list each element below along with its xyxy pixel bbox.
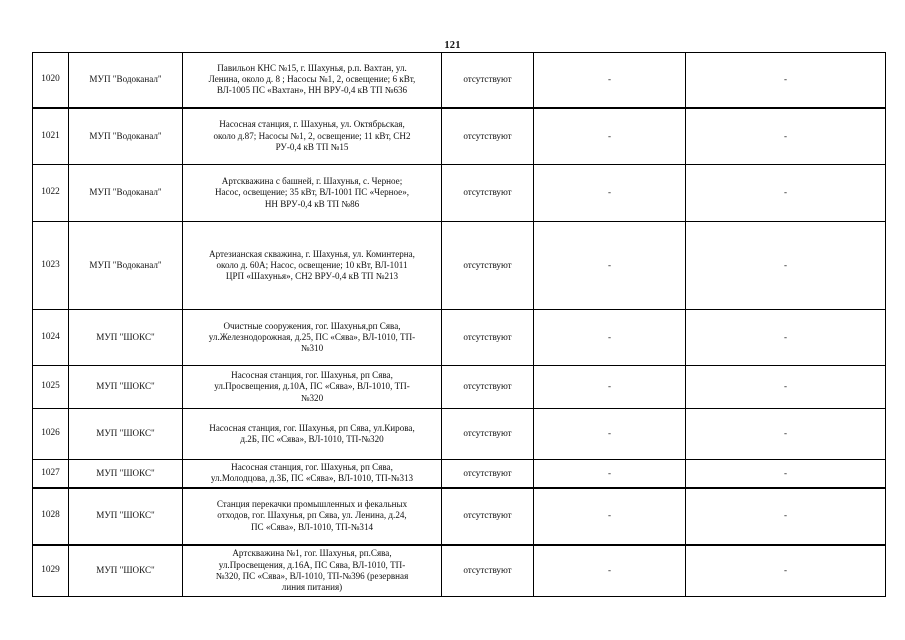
description-line: Насосная станция, гог. Шахунья, рп Сява, ул.Кирова, bbox=[209, 422, 415, 433]
status-cell: отсутствуют bbox=[442, 108, 534, 165]
dash-cell: - bbox=[534, 460, 686, 488]
facility-description-cell bbox=[183, 53, 442, 108]
description-line: Артезианская скважина, г. Шахунья, ул. Коминтерна, bbox=[209, 248, 415, 259]
organization-cell: МУП "Водоканал" bbox=[69, 165, 183, 222]
description-line: №320, ПС «Сява», ВЛ-1010, ТП-№396 (резервная bbox=[215, 570, 409, 581]
table-row bbox=[33, 460, 886, 488]
dash-cell: - bbox=[686, 366, 886, 409]
description-line: Очистные сооружения, гог. Шахунья,рп Сява, bbox=[223, 320, 401, 331]
table-row bbox=[33, 310, 886, 366]
facility-description-cell bbox=[183, 222, 442, 310]
dash-cell: - bbox=[534, 108, 686, 165]
dash-cell: - bbox=[534, 165, 686, 222]
table-row bbox=[33, 53, 886, 108]
row-number: 1023 bbox=[33, 222, 69, 310]
status-cell: отсутствуют bbox=[442, 366, 534, 409]
description-line: НН ВРУ-0,4 кВ ТП №86 bbox=[264, 198, 360, 209]
facility-description-cell bbox=[183, 310, 442, 366]
table-row bbox=[33, 366, 886, 409]
facility-description-cell bbox=[183, 460, 442, 488]
dash-cell: - bbox=[534, 545, 686, 597]
dash-cell: - bbox=[534, 310, 686, 366]
status-cell: отсутствуют bbox=[442, 165, 534, 222]
dash-cell: - bbox=[686, 108, 886, 165]
dash-cell: - bbox=[534, 222, 686, 310]
facility-description-cell bbox=[183, 108, 442, 165]
row-number: 1024 bbox=[33, 310, 69, 366]
description-line: ул.Железнодорожная, д.25, ПС «Сява», ВЛ-1010, ТП- bbox=[208, 331, 416, 342]
description-line: около д.87; Насосы №1, 2, освещение; 11 кВт, СН2 bbox=[213, 130, 411, 141]
description-line: ЦРП «Шахунья», СН2 ВРУ-0,4 кВ ТП №213 bbox=[225, 271, 399, 282]
table-row bbox=[33, 409, 886, 460]
description-line: ВЛ-1005 ПС «Вахтан», НН ВРУ-0,4 кВ ТП №636 bbox=[216, 85, 408, 96]
row-number: 1020 bbox=[33, 53, 69, 108]
row-number: 1029 bbox=[33, 545, 69, 597]
row-number: 1025 bbox=[33, 366, 69, 409]
status-cell: отсутствуют bbox=[442, 53, 534, 108]
description-line: Ленина, около д. 8 ; Насосы №1, 2, освещение; 6 кВт, bbox=[208, 74, 416, 85]
row-number: 1021 bbox=[33, 108, 69, 165]
row-number: 1022 bbox=[33, 165, 69, 222]
status-cell: отсутствуют bbox=[442, 488, 534, 545]
status-cell: отсутствуют bbox=[442, 409, 534, 460]
description-line: Насос, освещение; 35 кВт, ВЛ-1001 ПС «Черное», bbox=[214, 187, 410, 198]
facility-description-cell bbox=[183, 409, 442, 460]
status-cell: отсутствуют bbox=[442, 460, 534, 488]
dash-cell: - bbox=[686, 409, 886, 460]
dash-cell: - bbox=[534, 409, 686, 460]
status-cell: отсутствуют bbox=[442, 545, 534, 597]
description-line: Станция перекачки промышленных и фекальных bbox=[216, 499, 408, 510]
description-line: линия питания) bbox=[281, 581, 343, 592]
description-line: Артскважина с башней, г. Шахунья, с. Черное; bbox=[221, 176, 403, 187]
facility-description-cell bbox=[183, 545, 442, 597]
status-cell: отсутствуют bbox=[442, 222, 534, 310]
organization-cell: МУП "ШОКС" bbox=[69, 460, 183, 488]
description-line: Насосная станция, гог. Шахунья, рп Сява, bbox=[231, 462, 393, 473]
description-line: около д. 60А; Насос, освещение; 10 кВт, ВЛ-1011 bbox=[216, 259, 408, 270]
description-line: Артскважина №1, гог. Шахунья, рп.Сява, bbox=[232, 548, 392, 559]
organization-cell: МУП "ШОКС" bbox=[69, 409, 183, 460]
row-number: 1026 bbox=[33, 409, 69, 460]
dash-cell: - bbox=[686, 222, 886, 310]
organization-cell: МУП "ШОКС" bbox=[69, 366, 183, 409]
dash-cell: - bbox=[686, 310, 886, 366]
facility-description-cell bbox=[183, 165, 442, 222]
description-line: Насосная станция, гог. Шахунья, рп Сява, bbox=[231, 370, 393, 381]
description-line: №310 bbox=[300, 343, 324, 354]
table-row bbox=[33, 108, 886, 165]
status-cell: отсутствуют bbox=[442, 310, 534, 366]
description-line: РУ-0,4 кВ ТП №15 bbox=[275, 141, 349, 152]
organization-cell: МУП "Водоканал" bbox=[69, 108, 183, 165]
facilities-table bbox=[32, 52, 886, 597]
description-line: д.2Б, ПС «Сява», ВЛ-1010, ТП-№320 bbox=[240, 434, 384, 444]
dash-cell: - bbox=[686, 165, 886, 222]
page-number: 121 bbox=[444, 40, 461, 51]
row-number: 1027 bbox=[33, 460, 69, 488]
dash-cell: - bbox=[686, 460, 886, 488]
table-row bbox=[33, 222, 886, 310]
table-row bbox=[33, 165, 886, 222]
description-line: ПС «Сява», ВЛ-1010, ТП-№314 bbox=[250, 521, 374, 532]
description-line: Насосная станция, г. Шахунья, ул. Октябрьская, bbox=[219, 119, 405, 130]
organization-cell: МУП "ШОКС" bbox=[69, 545, 183, 597]
facility-description-cell bbox=[183, 366, 442, 409]
table-row bbox=[33, 488, 886, 545]
dash-cell: - bbox=[534, 488, 686, 545]
dash-cell: - bbox=[534, 53, 686, 108]
row-number: 1028 bbox=[33, 488, 69, 545]
organization-cell: МУП "ШОКС" bbox=[69, 488, 183, 545]
description-line: ул.Просвещения, д.10А, ПС «Сява», ВЛ-1010, ТП- bbox=[214, 381, 410, 392]
table-row bbox=[33, 545, 886, 597]
organization-cell: МУП "ШОКС" bbox=[69, 310, 183, 366]
description-line: ул.Молодцова, д.3Б, ПС «Сява», ВЛ-1010, ТП-№313 bbox=[210, 473, 414, 484]
dash-cell: - bbox=[686, 53, 886, 108]
organization-cell: МУП "Водоканал" bbox=[69, 53, 183, 108]
dash-cell: - bbox=[686, 545, 886, 597]
description-line: ул.Просвещения, д.16А, ПС Сява, ВЛ-1010, ТП- bbox=[218, 559, 406, 570]
description-line: №320 bbox=[300, 392, 324, 403]
description-line: Павильон КНС №15, г. Шахунья, р.п. Вахтан, ул. bbox=[217, 62, 407, 73]
dash-cell: - bbox=[534, 366, 686, 409]
dash-cell: - bbox=[686, 488, 886, 545]
description-line: отходов, гог. Шахунья, рп Сява, ул. Ленина, д.24, bbox=[217, 510, 407, 521]
facility-description-cell bbox=[183, 488, 442, 545]
organization-cell: МУП "Водоканал" bbox=[69, 222, 183, 310]
